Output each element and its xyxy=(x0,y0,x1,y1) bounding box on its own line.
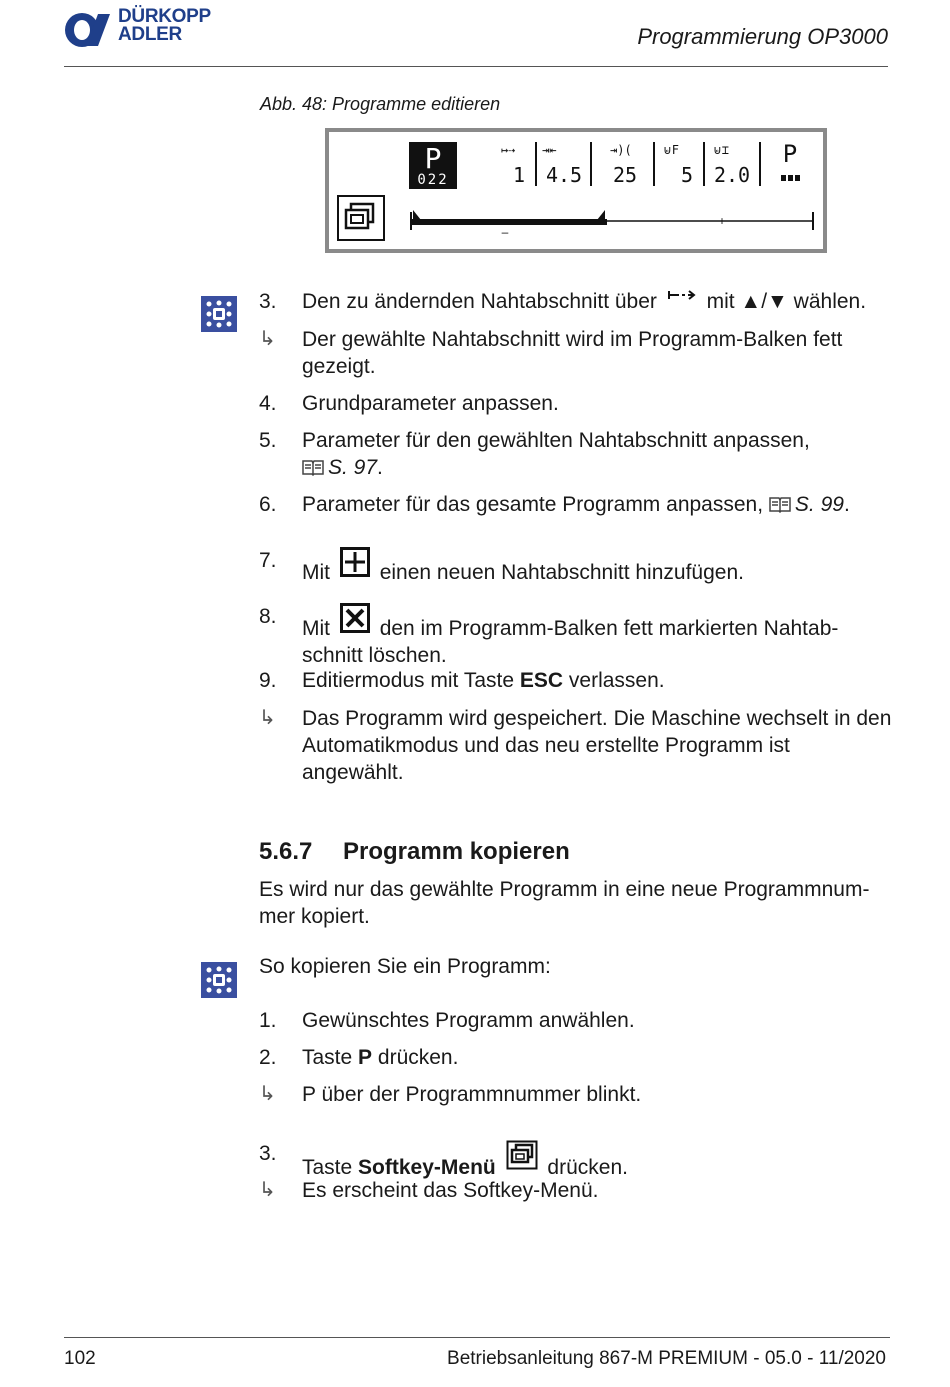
step-text-after: mit ▲/▼ wählen. xyxy=(706,290,867,313)
logo-line2: ADLER xyxy=(118,24,182,45)
step-text-after: den im Programm-Balken fett markierten Nahtab-schnitt löschen. xyxy=(302,617,839,667)
document-title: Betriebsanleitung 867-M PREMIUM - 05.0 - 11/2020 xyxy=(447,1348,886,1369)
param-value-4: 5 xyxy=(680,163,693,187)
step-number: 9. xyxy=(259,669,277,692)
step-text: Mit xyxy=(302,617,330,640)
hand-instruction-icon xyxy=(201,296,237,332)
last-param-letter: P xyxy=(782,140,798,168)
key-name: P xyxy=(358,1046,373,1069)
logo-line1: DÜRKOPP xyxy=(118,6,211,27)
step-number: 2. xyxy=(259,1046,277,1069)
op3000-display-figure xyxy=(325,128,827,253)
step-text: Gewünschtes Programm anwählen. xyxy=(302,1009,635,1032)
result-text: Es erscheint das Softkey-Menü. xyxy=(302,1179,599,1202)
figure-caption: Abb. 48: Programme editieren xyxy=(260,94,501,114)
book-reference-icon xyxy=(769,495,791,513)
step-number: 7. xyxy=(259,549,277,572)
chapter-title: Programmierung OP3000 xyxy=(637,24,888,49)
step-text: Taste xyxy=(302,1156,353,1179)
step-number: 6. xyxy=(259,493,277,516)
step-number: 1. xyxy=(259,1009,277,1032)
foot-pressure-icon: ⊌⌶ xyxy=(713,143,730,157)
page-reference[interactable]: S. 97 xyxy=(328,456,378,479)
section-lead: So kopieren Sie ein Programm: xyxy=(259,955,551,978)
step-number: 5. xyxy=(259,429,277,452)
program-letter: P xyxy=(424,142,442,175)
result-text: Das Programm wird gespeichert. Die Maschine wechselt in den Automatikmodus und das neu erstellte Programm ist angewählt. xyxy=(302,707,892,784)
plus-box-icon xyxy=(340,547,370,577)
stitch-length-icon: ⇥⇤ xyxy=(542,143,557,157)
book-reference-icon xyxy=(302,458,324,476)
program-number: 022 xyxy=(417,172,449,188)
section-title: Programm kopieren xyxy=(343,838,570,865)
dots-indicator xyxy=(781,175,800,181)
result-arrow-icon: ↳ xyxy=(259,1179,276,1201)
thread-tension-icon: ⊌F xyxy=(663,143,680,157)
step-text: Mit xyxy=(302,561,330,584)
softkey-menu-icon xyxy=(506,1140,538,1170)
seam-section-icon: ↦⇢ xyxy=(501,143,516,157)
result-arrow-icon: ↳ xyxy=(259,707,276,729)
key-name: ESC xyxy=(519,669,564,692)
step-text: Taste xyxy=(302,1046,353,1069)
footer-divider xyxy=(64,1337,890,1338)
bar-plus: + xyxy=(718,214,726,228)
step-number: 3. xyxy=(259,290,277,313)
param-value-1: 1 xyxy=(512,163,525,187)
hand-instruction-icon xyxy=(201,962,237,998)
key-name: Softkey-Menü xyxy=(358,1156,496,1179)
result-arrow-icon: ↳ xyxy=(259,328,276,350)
step-text: Editiermodus mit Taste xyxy=(302,669,515,692)
step-text: Grundparameter anpassen. xyxy=(302,392,559,415)
result-text: P über der Programmnummer blinkt. xyxy=(302,1083,642,1106)
step-number: 8. xyxy=(259,605,277,628)
header-divider xyxy=(64,66,888,67)
duerkopp-adler-logo-icon xyxy=(64,12,112,48)
param-value-3: 25 xyxy=(612,163,638,187)
bar-minus: – xyxy=(501,225,509,239)
seam-section-icon xyxy=(667,288,697,302)
page-reference[interactable]: S. 99 xyxy=(794,493,844,516)
section-intro: Es wird nur das gewählte Programm in eine neue Programmnum-mer kopiert. xyxy=(259,878,870,928)
speed-icon: ⇥)( xyxy=(610,143,632,157)
section-number: 5.6.7 xyxy=(259,838,313,865)
section-heading xyxy=(259,838,570,866)
step-text-after: einen neuen Nahtabschnitt hinzufügen. xyxy=(379,561,744,584)
step-text: Parameter für das gesamte Programm anpassen, xyxy=(302,493,764,516)
param-value-2: 4.5 xyxy=(545,163,583,187)
brand-logo-text xyxy=(118,8,211,44)
result-text: Der gewählte Nahtabschnitt wird im Programm-Balken fett gezeigt. xyxy=(302,328,843,378)
x-box-icon xyxy=(340,603,370,633)
step-text: Den zu ändernden Nahtabschnitt über xyxy=(302,290,657,313)
step-number: 4. xyxy=(259,392,277,415)
result-arrow-icon: ↳ xyxy=(259,1083,276,1105)
param-value-5: 2.0 xyxy=(713,163,751,187)
step-number: 3. xyxy=(259,1142,277,1165)
step-text: Parameter für den gewählten Nahtabschnitt anpassen, xyxy=(302,429,810,452)
page-number: 102 xyxy=(64,1348,96,1369)
